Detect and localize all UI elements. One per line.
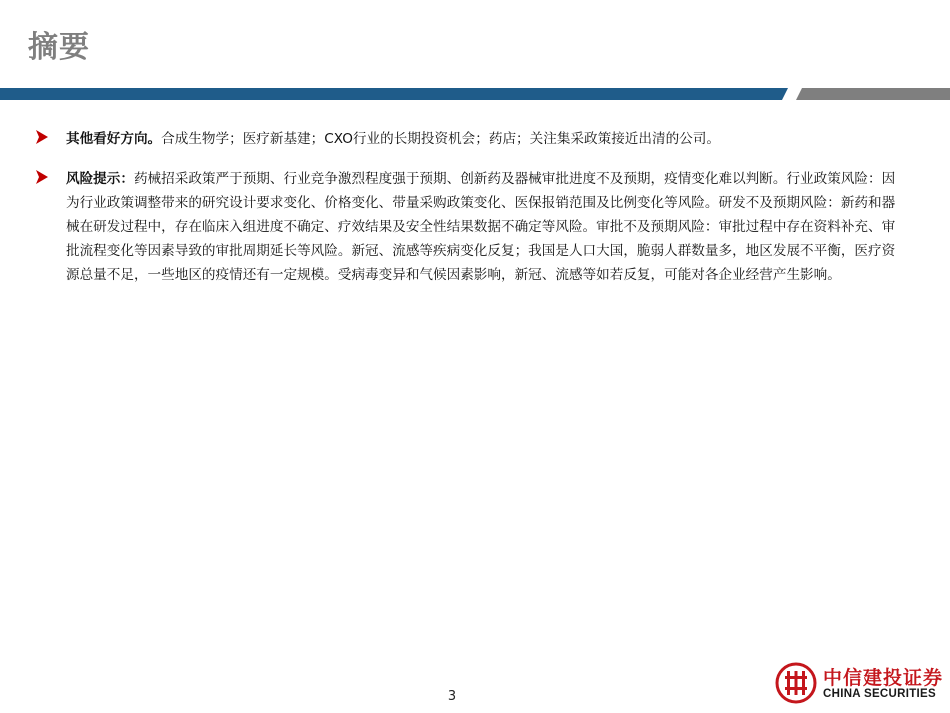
page-title: 摘要 <box>28 30 90 65</box>
bullet-body: 药械招采政策严于预期、行业竞争激烈程度强于预期、创新药及器械审批进度不及预期，疫情变化难以判断。行业政策风险：因为行业政策调整带来的研究设计要求变化、价格变化、带量采购政策变化、医保报销范围及比例变化等风险。研发不及预期风险：新药和器械在研发过程中，存在临床入组进度不确定、疗效结果及安全性结果数据不确定等风险。审批不及预期风险：审批过程中存在资料补充、审批流程变化等因素导致的审批周期延长等风险。新冠、流感等疾病变化反复；我国是人口大国，脆弱人群数量多，地区发展不平衡，医疗资源总量不足，一些地区的疫情还有一定规模。受病毒变异和气候因素影响，新冠、流感等如若反复，可能对各企业经营产生影响。 <box>66 171 896 283</box>
summary-content <box>36 127 896 303</box>
bullet-label: 其他看好方向。 <box>66 131 162 147</box>
logo-chinese-text: 中信建投证券 <box>823 667 944 689</box>
logo-english-text: CHINA SECURITIES <box>823 688 936 700</box>
company-logo <box>775 661 947 705</box>
header-divider-bar <box>0 88 950 100</box>
bullet-paragraph <box>66 167 896 287</box>
bullet-label: 风险提示： <box>66 171 134 187</box>
list-item <box>36 167 896 287</box>
citic-logo-icon <box>775 662 817 704</box>
page-number: 3 <box>447 689 457 704</box>
bullet-paragraph <box>66 127 896 151</box>
bullet-arrow-icon <box>36 130 48 144</box>
bullet-arrow-icon <box>36 170 48 184</box>
bullet-body: 合成生物学；医疗新基建；CXO行业的长期投资机会；药店；关注集采政策接近出清的公司。 <box>161 131 720 147</box>
list-item <box>36 127 896 151</box>
